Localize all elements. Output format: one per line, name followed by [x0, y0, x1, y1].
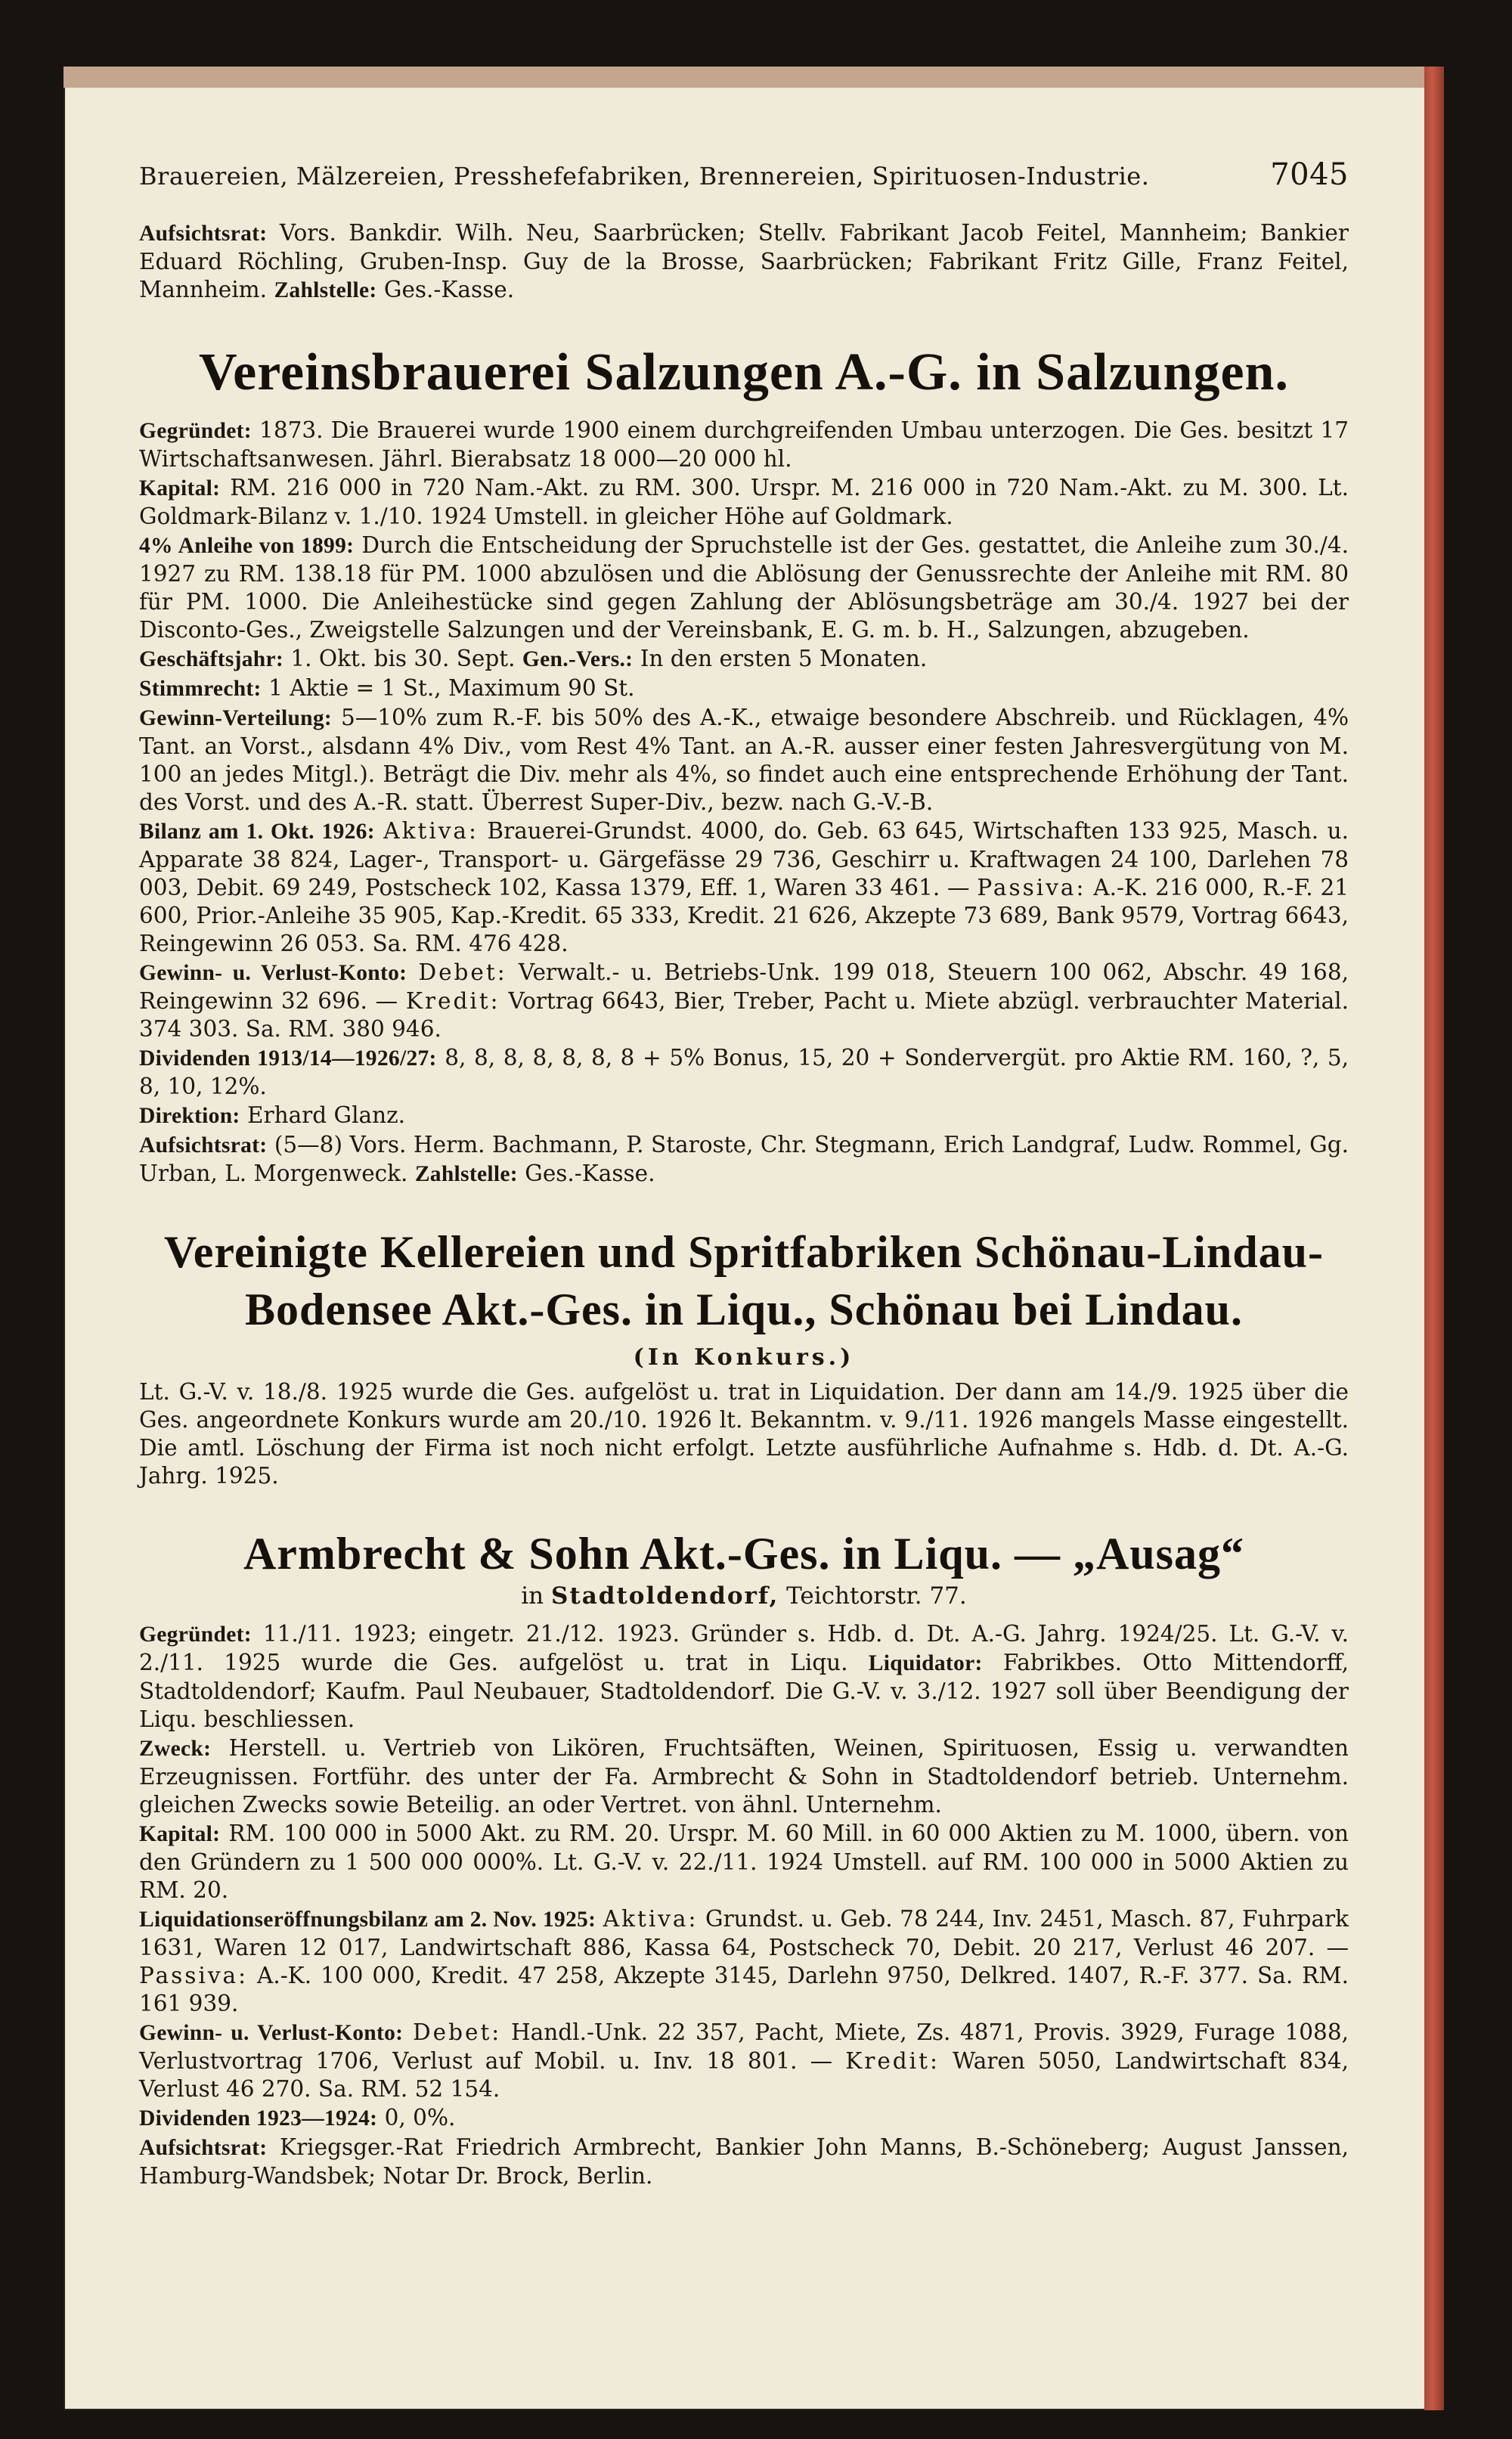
- label: Liquidationseröffnungsbilanz am 2. Nov. 1925:: [139, 1908, 596, 1932]
- label: Bilanz am 1. Okt. 1926:: [139, 820, 375, 844]
- label: Gegründet:: [139, 1622, 252, 1647]
- text: Fabrikbes. Otto Mittendorff, Stadtoldendorf; Kaufm. Paul Neubauer, Stadtoldendorf. Die G.-V. v. 3./12. 1927 soll über Beendigung der Liqu. beschliessen.: [139, 1650, 1349, 1732]
- text: (5—8) Vors. Herm. Bachmann, P. Staroste, Chr. Stegmann, Erich Landgraf, Ludw. Rommel, Gg. Urban, L. Morgenweck.: [139, 1132, 1349, 1186]
- entry-location: [139, 1582, 1349, 1610]
- label: Gewinn-Verteilung:: [139, 706, 333, 730]
- label: Gewinn- u. Verlust-Konto:: [139, 961, 407, 985]
- label: Gen.-Vers.:: [522, 647, 634, 671]
- label: Kredit:: [845, 2048, 940, 2074]
- label: Kapital:: [139, 1822, 221, 1846]
- entry-title-schoenau-line2: Bodensee Akt.-Ges. in Liqu., Schönau bei Lindau.: [244, 1285, 1244, 1334]
- salzungen-aufsichtsrat: [139, 1131, 1349, 1189]
- entry-title-armbrecht: Armbrecht & Sohn Akt.-Ges. in Liqu. — „Ausag“: [243, 1529, 1245, 1579]
- text: A.-K. 100 000, Kredit. 47 258, Akzepte 3145, Darlehn 9750, Delkred. 1407, R.-F. 377. Sa. RM. 161 939.: [139, 1963, 1349, 2016]
- location-street: Teichtorstr. 77.: [786, 1582, 967, 1610]
- salzungen-geschaeftsjahr: [139, 645, 1349, 674]
- label: Dividenden 1923—1924:: [139, 2106, 378, 2131]
- text: Herstell. u. Vertrieb von Likören, Fruchtsäften, Weinen, Spirituosen, Essig u. verwandten Erzeugnissen. Fortführ. des unter der Fa. Armbrecht & Sohn in Stadtoldendorf betrieb. Unternehm. gleichen Zwecks sowie Beteilig. an oder Vertret. von ähnl. Unternehm.: [139, 1735, 1349, 1818]
- text: Verwalt.- u. Betriebs-Unk. 199 018, Steuern 100 062, Abschr. 49 168, Reingewinn 32 696. —: [139, 959, 1349, 1014]
- label: Debet:: [413, 2019, 502, 2045]
- schoenau-text: Lt. G.-V. v. 18./8. 1925 wurde die Ges. aufgelöst u. trat in Liquidation. Der dann am 14./9. 1925 über die Ges. angeordnete Konkurs wurde am 20./10. 1926 lt. Bekanntm. v. 9./11. 1926 mangels Masse eingestellt. Die amtl. Löschung der Firma ist noch nicht erfolgt. Letzte ausführliche Aufnahme s. Hdb. d. Dt. A.-G. Jahrg. 1925.: [139, 1379, 1349, 1489]
- text: RM. 216 000 in 720 Nam.-Akt. zu RM. 300. Urspr. M. 216 000 in 720 Nam.-Akt. zu M. 300. Lt. Goldmark-Bilanz v. 1./10. 1924 Umstell. in gleicher Höhe auf Goldmark.: [139, 475, 1349, 529]
- salzungen-gegruendet: [139, 417, 1349, 473]
- label: Dividenden 1913/14—1926/27:: [139, 1046, 437, 1071]
- text: Ges.-Kasse.: [525, 1161, 655, 1186]
- armbrecht-guv: [139, 2019, 1349, 2103]
- label: Geschäftsjahr:: [139, 647, 284, 671]
- running-head: [139, 157, 1349, 192]
- label: 4% Anleihe von 1899:: [139, 534, 355, 558]
- label: Gewinn- u. Verlust-Konto:: [139, 2021, 404, 2045]
- book-binding-edge: [1424, 67, 1444, 2410]
- label: Aufsichtsrat:: [139, 222, 268, 246]
- text: Ges.-Kasse.: [383, 277, 515, 302]
- text: Durch die Entscheidung der Spruchstelle ist der Ges. gestattet, die Anleihe zum 30./4. 1927 zu RM. 138.18 für PM. 1000 abzulösen und die Ablösung der Genussrechte der Anleihe mit RM. 80 für PM. 1000. Die Anleihestücke sind gegen Zahlung der Ablösungsbeträge am 30./4. 1927 bei der Disconto-Ges., Zweigstelle Salzungen und der Vereinsbank, E. G. m. b. H., Salzungen, abzugeben.: [139, 532, 1349, 643]
- salzungen-kapital: [139, 474, 1349, 531]
- label: Passiva:: [977, 875, 1086, 900]
- label: Kredit:: [405, 988, 500, 1014]
- armbrecht-dividenden: [139, 2104, 1349, 2133]
- text: Handl.-Unk. 22 357, Pacht, Miete, Zs. 4871, Provis. 3929, Furage 1088, Verlustvortrag 1706, Verlust auf Mobil. u. Inv. 18 801. —: [139, 2019, 1349, 2074]
- text: 1 Aktie = 1 St., Maximum 90 St.: [268, 675, 635, 701]
- armbrecht-gegruendet: [139, 1620, 1349, 1734]
- label: Zweck:: [139, 1737, 212, 1761]
- text: Brauerei-Grundst. 4000, do. Geb. 63 645, Wirtschaften 133 925, Masch. u. Apparate 38 824, Lager-, Transport- u. Gärgefässe 29 736, Geschirr u. Kraftwagen 24 100, Darlehen 78 003, Debit. 69 249, Postscheck 102, Kassa 1379, Eff. 1, Waren 33 461. —: [139, 818, 1349, 900]
- armbrecht-aufsichtsrat: [139, 2134, 1349, 2190]
- salzungen-direktion: [139, 1102, 1349, 1130]
- text: Kriegsger.-Rat Friedrich Armbrecht, Bankier John Manns, B.-Schöneberg; August Janssen, Hamburg-Wandsbek; Notar Dr. Brock, Berlin.: [139, 2134, 1349, 2189]
- entry-title-salzungen: Vereinsbrauerei Salzungen A.-G. in Salzungen.: [199, 343, 1289, 401]
- salzungen-anleihe: [139, 531, 1349, 644]
- text: 5—10% zum R.-F. bis 50% des A.-K., etwaige besondere Abschreib. und Rücklagen, 4% Tant. an Vorst., alsdann 4% Div., vom Rest 4% Tant. an A.-R. ausser einer festen Jahresvergütung von M. 100 an jedes Mitgl.). Beträgt die Div. mehr als 4%, so findet auch eine entsprechende Erhöhung der Tant. des Vorst. und des A.-R. statt. Überrest Super-Div., bezw. nach G.-V.-B.: [139, 705, 1349, 815]
- text: 11./11. 1923; eingetr. 21./12. 1923. Gründer s. Hdb. d. Dt. A.-G. Jahrg. 1924/25. Lt. G.-V. v. 2./11. 1925 wurde die Ges. aufgelöst u. trat in Liqu.: [139, 1621, 1349, 1675]
- text: 1. Okt. bis 30. Sept.: [290, 646, 516, 671]
- intro-aufsichtsrat: [139, 219, 1349, 305]
- salzungen-dividenden: [139, 1044, 1349, 1101]
- page-top-edge: [64, 67, 1444, 88]
- label: Aktiva:: [603, 1906, 699, 1932]
- label: Aufsichtsrat:: [139, 1133, 268, 1158]
- label: Liquidator:: [868, 1651, 983, 1675]
- label: Kapital:: [139, 476, 221, 501]
- label: Gegründet:: [139, 419, 252, 443]
- text: A.-K. 216 000, R.-F. 21 600, Prior.-Anleihe 35 905, Kap.-Kredit. 65 333, Kredit. 21 626, Akzepte 73 689, Bank 9579, Vortrag 6643, Reingewinn 26 053. Sa. RM. 476 428.: [139, 875, 1349, 956]
- entry-status: (In Konkurs.): [633, 1344, 855, 1371]
- label: Zahlstelle:: [414, 1162, 518, 1186]
- book-page: [64, 67, 1444, 2410]
- salzungen-stimmrecht: [139, 674, 1349, 703]
- salzungen-bilanz: [139, 817, 1349, 958]
- text: Vortrag 6643, Bier, Treber, Pacht u. Miete abzügl. verbrauchter Material. 374 303. Sa. RM. 380 946.: [139, 988, 1349, 1042]
- armbrecht-bilanz: [139, 1905, 1349, 2018]
- text: Grundst. u. Geb. 78 244, Inv. 2451, Masch. 87, Fuhrpark 1631, Waren 12 017, Landwirtschaft 886, Kassa 64, Postscheck 70, Debit. 20 217, Verlust 46 207. —: [139, 1906, 1349, 1960]
- salzungen-guv: [139, 959, 1349, 1043]
- armbrecht-kapital: [139, 1820, 1349, 1904]
- text: 1873. Die Brauerei wurde 1900 einem durchgreifenden Umbau unterzogen. Die Ges. besitzt 17 Wirtschaftsanwesen. Jährl. Bierabsatz 18 000—20 000 hl.: [139, 417, 1349, 472]
- text: In den ersten 5 Monaten.: [640, 646, 928, 671]
- label: Aktiva:: [383, 818, 479, 844]
- label: Passiva:: [139, 1963, 249, 1988]
- label: Direktion:: [139, 1104, 240, 1128]
- running-head-title: Brauereien, Mälzereien, Presshefefabriken, Brennereien, Spirituosen-Industrie.: [139, 162, 1150, 191]
- location-prefix: in: [521, 1582, 544, 1610]
- text: 8, 8, 8, 8, 8, 8, 8 + 5% Bonus, 15, 20 + Sondervergüt. pro Aktie RM. 160, ?, 5, 8, 10, 12%.: [139, 1045, 1349, 1099]
- armbrecht-zweck: [139, 1734, 1349, 1819]
- salzungen-gewinn-verteilung: [139, 704, 1349, 817]
- label: Stimmrecht:: [139, 677, 262, 701]
- page-content: [139, 157, 1349, 2190]
- entry-title-schoenau-line1: Vereinigte Kellereien und Spritfabriken Schönau-Lindau-: [163, 1227, 1325, 1277]
- page-number: 7045: [1270, 157, 1349, 192]
- text: Waren 5050, Landwirtschaft 834, Verlust 46 270. Sa. RM. 52 154.: [139, 2048, 1349, 2102]
- text: Erhard Glanz.: [246, 1102, 406, 1128]
- label: Aufsichtsrat:: [139, 2136, 268, 2160]
- text: RM. 100 000 in 5000 Akt. zu RM. 20. Urspr. M. 60 Mill. in 60 000 Aktien zu M. 1000, übern. von den Gründern zu 1 500 000 000%. Lt. G.-V. v. 22./11. 1924 Umstell. auf RM. 100 000 in 5000 Aktien zu RM. 20.: [139, 1821, 1349, 1903]
- text: Vors. Bankdir. Wilh. Neu, Saarbrücken; Stellv. Fabrikant Jacob Feitel, Mannheim; Bankier Eduard Röchling, Gruben-Insp. Guy de la Brosse, Saarbrücken; Fabrikant Fritz Gille, Franz Feitel, Mannheim.: [139, 220, 1349, 302]
- text: 0, 0%.: [384, 2105, 456, 2131]
- location-city: Stadtoldendorf,: [550, 1582, 779, 1610]
- label: Zahlstelle:: [274, 278, 377, 302]
- label: Debet:: [418, 959, 507, 985]
